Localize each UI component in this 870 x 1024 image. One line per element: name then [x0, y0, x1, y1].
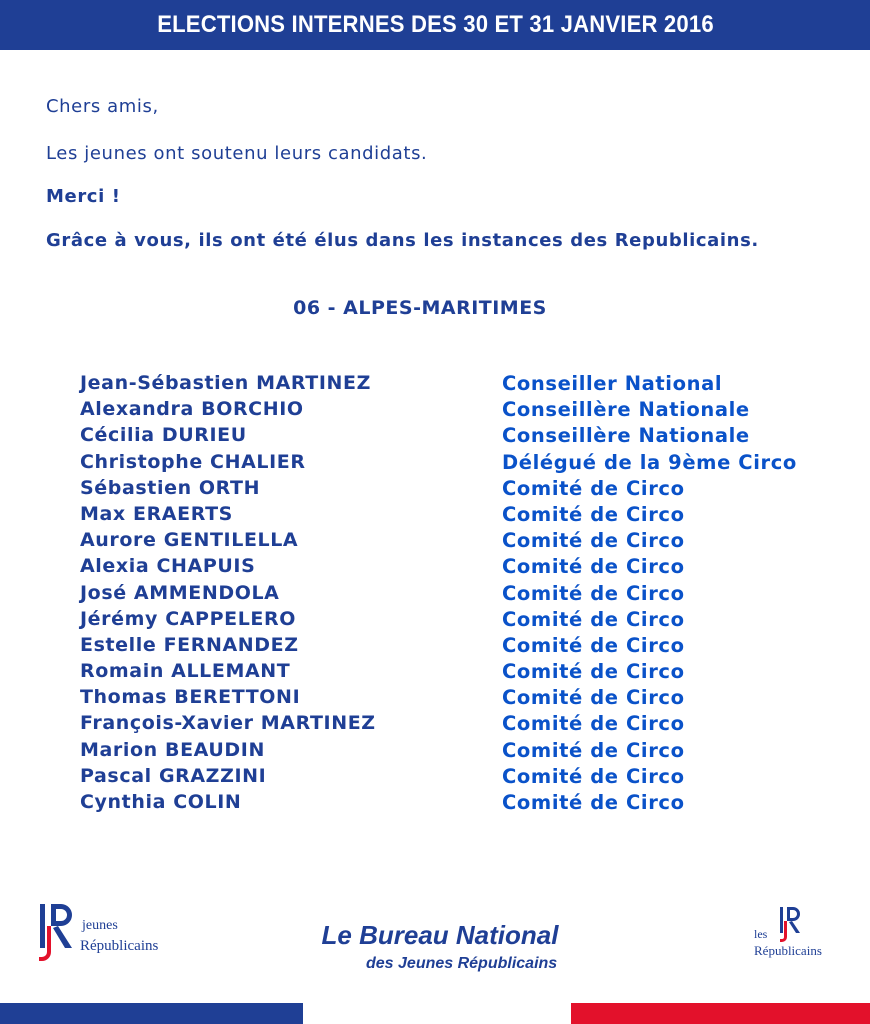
elected-name: Alexandra BORCHIO: [80, 398, 304, 421]
logo-right-word1: les: [754, 927, 768, 941]
elected-role: Conseiller National: [502, 372, 723, 395]
elected-role: Délégué de la 9ème Circo: [502, 450, 797, 474]
elected-role: Comité de Circo: [502, 686, 685, 710]
elected-role: Comité de Circo: [502, 660, 685, 684]
signature-subtitle: des Jeunes Républicains: [366, 955, 558, 972]
elected-role: Comité de Circo: [502, 476, 685, 500]
elected-name: Christophe CHALIER: [80, 450, 306, 473]
elected-name: Cécilia DURIEU: [80, 424, 247, 447]
header-title: ELECTIONS INTERNES DES 30 ET 31 JANVIER 2016: [156, 11, 714, 38]
elected-name: Alexia CHAPUIS: [80, 555, 256, 578]
elected-name: Aurore GENTILELLA: [80, 529, 299, 552]
department-title: 06 - ALPES-MARITIMES: [293, 297, 547, 319]
elected-role: Comité de Circo: [502, 555, 685, 579]
greeting: Chers amis,: [46, 96, 159, 117]
elected-name: Sébastien ORTH: [80, 476, 261, 499]
footer-blue-stripe: [0, 1003, 303, 1024]
elected-role: Conseillère Nationale: [502, 398, 750, 422]
footer-red-stripe: [571, 1003, 870, 1024]
elected-name: François-Xavier MARTINEZ: [80, 712, 376, 735]
elected-role: Conseillère Nationale: [502, 424, 750, 448]
logo-left-word2: Républicains: [80, 938, 159, 954]
intro-line-2: Les jeunes ont soutenu leurs candidats.: [46, 143, 428, 164]
elected-name: Estelle FERNANDEZ: [80, 633, 299, 656]
elected-role: Comité de Circo: [502, 529, 685, 553]
elected-name: Thomas BERETTONI: [80, 686, 301, 709]
elected-name: Jean-Sébastien MARTINEZ: [80, 372, 371, 394]
thanks: Merci !: [46, 186, 121, 207]
elected-role: Comité de Circo: [502, 633, 685, 657]
intro-line-4: Grâce à vous, ils ont été élus dans les instances des Republicains.: [46, 230, 759, 251]
elected-name: Romain ALLEMANT: [80, 660, 291, 683]
logo-left-word1: jeunes: [82, 918, 118, 933]
logo-right-word2: Républicains: [754, 943, 822, 958]
elected-role: Comité de Circo: [502, 581, 685, 605]
elected-name: Marion BEAUDIN: [80, 738, 265, 761]
elected-name: Jérémy CAPPELERO: [80, 607, 296, 630]
elected-role: Comité de Circo: [502, 791, 685, 814]
elected-role: Comité de Circo: [502, 764, 685, 788]
elected-role: Comité de Circo: [502, 712, 685, 736]
signature-title: Le Bureau National: [321, 920, 559, 950]
elected-name: Max ERAERTS: [80, 502, 233, 525]
header-band: [0, 0, 870, 50]
elected-name: José AMMENDOLA: [80, 581, 280, 604]
elected-name: Pascal GRAZZINI: [80, 764, 267, 787]
elected-role: Comité de Circo: [502, 738, 685, 762]
elected-name: Cynthia COLIN: [80, 791, 242, 813]
elected-role: Comité de Circo: [502, 607, 685, 631]
elected-role: Comité de Circo: [502, 502, 685, 526]
